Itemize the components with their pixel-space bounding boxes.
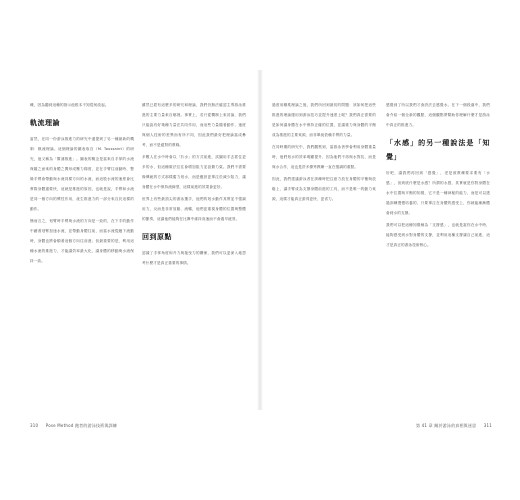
body-paragraph: 簡而言之，划臂時手臂與水流的方向是一致的，在下手的動作中藉著划臂加速水流，並帶動身體往前，而當水流從腋下流動時，身體也將會順著這個方向往前進；但最重要的是，利用這種水流的推進力，才能讓效率最大化，讓身體的移動與水流保持一致。	[30, 219, 134, 263]
body-paragraph: 我們可以把這種知覺稱為「支撐感」，也就是當你在水中時，能夠感受到水對身體的支撐，並利用這種支撐讓自己前進，這才是真正的游泳技術核心。	[386, 223, 490, 247]
right-page-column-2	[386, 100, 490, 252]
body-paragraph: 認識了手掌角度和升力與拖曳力的關係，我們可以更深入地思考什麼才是真正重要的事情。	[142, 251, 246, 265]
body-paragraph: 在同時期的研究中，我們觀察到，當游泳者學會利用身體重量時，他們划水的效率明顯提升，因為他們不再與水對抗，而是與水合作，這也是許多優秀教練一直在強調的重點。	[272, 145, 376, 169]
right-page-chapter: 第 41 章	[415, 423, 433, 428]
body-paragraph: 過度用剛柔理論之後，我們所回到最初的問題：該如何把這些推進的理論運用到游泳技巧並提升速度上呢？我們真正需要的是如何讓身體在水中保持正確的位置，並讓重力與身體的平衡成為推進的主要來源，而非單純依賴手臂的力量。	[272, 103, 376, 137]
body-paragraph: 因此，我們建議游泳者在訓練時把注意力放在身體的平衡與放鬆上，讓手臂成為支撐身體前進的工具，而不是唯一的動力來源，這樣才能真正游得更快、更省力。	[272, 177, 376, 201]
body-paragraph: 多數人在水中時會以「扒水」的方式前進，試圖用手去抓住更多的水，但這種做法往往會增加阻力並浪費力氣。我們不需要像傳統的方式那樣奮力划水，而是應該更專注於減少阻力，讓身體在水中保持流線型，這樣前進的效果會更好。	[142, 155, 246, 189]
right-page-running-title: 關於游泳的真相與迷思	[434, 423, 477, 428]
right-page-footer	[416, 423, 492, 429]
right-page-number: 311	[483, 423, 492, 428]
left-page-column-2	[142, 100, 246, 270]
book-gutter	[257, 70, 263, 410]
left-page-number: 310	[30, 423, 39, 428]
left-page-footer	[30, 423, 117, 429]
body-paragraph: 當然，在同一份游泳推進力的研究中還提到了另一種最新的機制：軌流理論。這個理論的圖表取自（M. Toussaint）的研究，他又稱為「幫浦推進」。圖表的概念是當來自手掌的水流與隨之而來的身體之間形成壓力梯度，並在手臂往前動時，整條手臂會帶動與水流同樣方向的水流，而這股水流的速度會比實際身體還要快，這就是推進的原因，也就是說，手臂和水流是同一個方向的慣性作用，產生推進力的一部分來自於這樣的動作。	[30, 137, 134, 211]
section-heading: 回到原點	[142, 233, 172, 241]
body-paragraph: 感覺到了所以我們才會設法去感覺水。在下一個段落中，我們會介紹一個全新的觀點，這個觀點將幫助你理解什麼才是游泳中真正的推進力。	[386, 103, 490, 127]
body-paragraph: 練，因為聽到這種的指示他根本不知從何改起。	[30, 103, 109, 107]
body-paragraph: 雖然已經有這麼多的研究和理論，我們仍無法確認主導游泳推進的主要力量來自哪裡。事實上，若只從機制上來討論，我們只能說有好幾種力量在共同作用，而這些力量隨著動作、速度與個人技術的差異而有所不同，因此我們最好把理論當成參考，而不是絕對的教條。	[142, 103, 246, 147]
section-heading: 軌流理論	[30, 119, 60, 127]
left-page-running-title: Pose Method 跑者的游泳技術與訓練	[45, 423, 117, 428]
body-paragraph: 好吧，讓我們再回到「感覺」，老是被教練要求要有「水感」，但到底什麼是水感？所謂的水感，其實就是你對身體在水中位置與平衡的知覺，它不是一種神秘的能力，而是可以透過訓練慢慢培養的，只要專注在身體的感受上，你就能漸漸體會到水的支撐。	[386, 171, 490, 215]
section-heading: 「水感」的另一種說法是「知覺」	[386, 139, 490, 161]
body-paragraph: 世界上有些最頂尖的游泳選手，他們的划水動作其實並不強調用力，反而是非常放鬆、流暢，他們更重視身體的位置與整體的節奏，這讓他們能夠在比賽中維持高速而不會過早疲勞。	[142, 197, 246, 221]
left-page-column-1	[30, 100, 134, 268]
right-page-column-1	[272, 100, 376, 206]
